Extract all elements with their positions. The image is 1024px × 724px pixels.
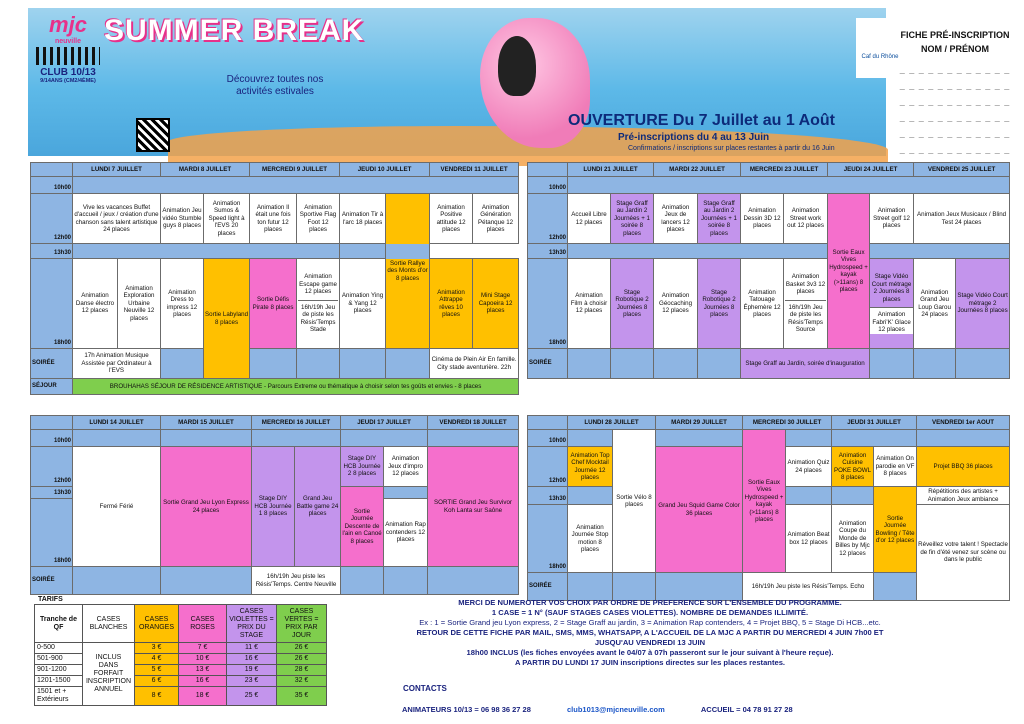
grid-label: MERCREDI 23 JUILLET: [741, 163, 828, 177]
grid-filler: [654, 349, 698, 379]
tarif-cell: 10 €: [179, 654, 227, 665]
tarif-cell: 16 €: [179, 676, 227, 687]
grid-label: 13h30: [31, 244, 73, 259]
grid-filler: [613, 573, 656, 601]
soiree-cell[interactable]: 16h/19h Jeu piste les Résis'Temps. Echo: [743, 573, 874, 601]
grid-filler: [386, 349, 430, 379]
soiree-cell[interactable]: Stage Graff au Jardin, soirée d'inauguration: [741, 349, 870, 379]
grid-filler: [917, 430, 1010, 447]
email-link[interactable]: club1013@mjcneuville.com: [566, 705, 665, 714]
grid-label: SÉJOUR: [31, 379, 73, 395]
accueil-phone[interactable]: ACCUEIL = 04 78 91 27 28: [700, 705, 793, 714]
grid-label: JEUDI 17 JUILLET: [341, 416, 428, 430]
grid-label: 18h00: [528, 259, 568, 349]
grid-label: LUNDI 7 JUILLET: [73, 163, 161, 177]
grid-label: VENDREDI 1er AOUT: [917, 416, 1010, 430]
tarif-cell: CASES ORANGES: [135, 605, 179, 643]
grid-filler: [832, 430, 917, 447]
grid-filler: [832, 487, 874, 505]
activity-cell[interactable]: Animation Film à choisir 12 places: [568, 259, 611, 349]
activity-cell[interactable]: Animation Danse électro 12 places: [73, 259, 118, 349]
activity-cell[interactable]: Animation Jeux d'impro 12 places: [384, 447, 428, 487]
activity-cell[interactable]: Vive les vacances Buffet d'accueil / jeux / création d'une chanson sans talent artistique 24 places: [73, 194, 161, 244]
soiree-cell[interactable]: Cinéma de Plein Air En famille. City stade aventurière. 22h: [430, 349, 519, 379]
sejour-cell[interactable]: BROUHAHAS SÉJOUR DE RÉSIDENCE ARTISTIQUE - Parcours Extreme ou thématique à choisir selon tes goûts et envies - 8 places: [73, 379, 519, 395]
activity-cell[interactable]: Mini Stage Capoeira 12 places: [473, 259, 519, 349]
grid-label: VENDREDI 25 JUILLET: [914, 163, 1010, 177]
grid-filler: [956, 349, 1010, 379]
activity-cell[interactable]: Animation Positive attitude 12 places: [430, 194, 473, 244]
activity-cell[interactable]: Fermé Férié: [73, 447, 161, 567]
activity-cell[interactable]: Animation Coupe du Monde de Billes by Mjc 12 places: [832, 505, 874, 573]
grid-filler: [31, 416, 73, 430]
tarif-cell: CASES VIOLETTES = PRIX DU STAGE: [227, 605, 277, 643]
activity-cell[interactable]: Grand Jeu Squid Game Color 36 places: [656, 447, 743, 573]
grid-label: 10h00: [528, 177, 568, 194]
grid-label: MARDI 29 JUILLET: [656, 416, 743, 430]
activity-cell[interactable]: Animation On parodie en VF 8 places: [874, 447, 917, 487]
grid-filler: [341, 567, 384, 595]
grid-label: MERCREDI 16 JUILLET: [252, 416, 341, 430]
grid-filler: [568, 573, 613, 601]
banner-subtitle: Découvrez toutes nos activités estivales: [226, 74, 324, 97]
tarif-cell: 901-1200: [35, 665, 83, 676]
logo-sub: neuville: [54, 38, 82, 45]
activity-cell[interactable]: Animation Génération Pétanque 12 places: [473, 194, 519, 244]
grid-filler: [656, 573, 743, 601]
tarif-cell: 1201-1500: [35, 676, 83, 687]
grid-filler: [568, 430, 613, 447]
grid-label: MARDI 22 JUILLET: [654, 163, 741, 177]
tarif-cell: 3 €: [135, 643, 179, 654]
grid-filler: [340, 349, 386, 379]
grid-filler: [252, 430, 341, 447]
grid-filler: [73, 430, 161, 447]
activity-cell[interactable]: Sortie Journée Descente de l'ain en Canoé 8 places: [341, 487, 384, 567]
activity-cell[interactable]: Animation Top Chef Mocktail Journée 12 places: [568, 447, 613, 487]
grid-filler: [698, 349, 741, 379]
tarifs-title: TARIFS: [38, 596, 63, 603]
opening-dates: OUVERTURE Du 7 Juillet au 1 Août: [568, 112, 835, 129]
grid-label: MERCREDI 9 JUILLET: [250, 163, 340, 177]
grid-label: JEUDI 31 JUILLET: [832, 416, 917, 430]
instructions: MERCI DE NUMEROTER VOS CHOIX PAR ORDRE DE PREFERENCE SUR L'ENSEMBLE DU PROGRAMME. 1 CASE = 1 N° (SAUF STAGES CASES VIOLETTES). NOMBRE DE DEMANDES ILLIMITÉ. Ex : 1 = Sortie Grand jeu Lyon express, 2 = Stage Graff au jardin, 3 = Animation Rap contenders, 4 = Projet BBQ, 5 = Stage Di HCB...etc. RETOUR DE CETTE FICHE PAR MAIL, SMS, MMS, WHATSAPP, A L'ACCUEIL DE LA MJC A PARTIR DU MERCREDI 4 JUIN 7h00 ET JUSQU'AU VENDREDI 13 JUIN 18h00 INCLUS (les fiches envoyées avant le 04/07 à 07h passeront sur le jour suivant à l'heure reçue). A PARTIR DU LUNDI 17 JUIN inscriptions directes sur les places restantes.: [416, 598, 884, 667]
tarif-cell: 6 €: [135, 676, 179, 687]
activity-cell[interactable]: Animation Street golf 12 places: [870, 194, 914, 244]
grid-label: LUNDI 14 JUILLET: [73, 416, 161, 430]
activity-cell[interactable]: Animation Street work out 12 places: [784, 194, 828, 244]
activity-cell[interactable]: Accueil Libre 12 places: [568, 194, 611, 244]
tarif-cell: 0-500: [35, 643, 83, 654]
grid-filler: [611, 349, 654, 379]
activity-cell[interactable]: Animation Rap contenders 12 places: [384, 499, 428, 567]
grid-filler: [786, 487, 832, 505]
grid-filler: [568, 349, 611, 379]
grid-filler: [73, 567, 161, 595]
activity-cell[interactable]: Sortie Rallye des Monts d'or 8 places: [386, 194, 430, 349]
qr-code-icon: [136, 118, 170, 152]
activity-cell[interactable]: Animation Dessin 3D 12 places: [741, 194, 784, 244]
grid-label: 12h00: [528, 447, 568, 487]
caf-logo: Caf du Rhône: [856, 18, 904, 78]
grid-label: SOIRÉE: [31, 349, 73, 379]
contacts-title: CONTACTS: [403, 684, 447, 693]
activity-cell[interactable]: Animation Jeux de lancers 12 places: [654, 194, 698, 244]
activity-cell[interactable]: Réveillez votre talent ! Spectacle de fin d'été venez sur scène ou dans le public: [917, 505, 1010, 601]
tarif-cell: CASES VERTES = PRIX PAR JOUR: [277, 605, 327, 643]
activity-cell[interactable]: Animation Exploration Urbaine Neuville 12 places: [118, 259, 161, 349]
grid-label: JEUDI 24 JUILLET: [828, 163, 914, 177]
activity-cell[interactable]: SORTIE Grand Jeu Survivor Koh Lanta sur Saône: [428, 447, 519, 567]
grid-filler: [874, 573, 917, 601]
grid-label: LUNDI 21 JUILLET: [568, 163, 654, 177]
activity-cell[interactable]: Animation Cuisine POKE BOWL 8 places: [832, 447, 874, 487]
activity-cell[interactable]: Animation Basket 3v3 12 places 16h/19h Jeu de piste les Résis'Temps Source: [784, 259, 828, 349]
grid-label: 18h00: [31, 499, 73, 567]
grid-filler: [568, 487, 613, 505]
activity-cell[interactable]: Animation Jeu vidéo Stumble guys 8 places: [161, 194, 204, 244]
grid-label: MARDI 15 JUILLET: [161, 416, 252, 430]
activity-cell[interactable]: Animation Escape game 12 places 16h/19h Jeu de piste les Résis'Temps Stade: [297, 259, 340, 349]
grid-label: 12h00: [31, 194, 73, 244]
tarif-cell: 18 €: [179, 687, 227, 706]
tarif-cell: 501-900: [35, 654, 83, 665]
tarif-cell: CASES ROSES: [179, 605, 227, 643]
logo-club: CLUB 10/13: [40, 67, 96, 78]
activity-cell[interactable]: Sortie Grand Jeu Lyon Express 24 places: [161, 447, 252, 567]
activity-cell[interactable]: Animation Dress to impress 12 places: [161, 259, 204, 349]
tarif-cell: 23 €: [227, 676, 277, 687]
activity-cell[interactable]: Animation Géocaching 12 places: [654, 259, 698, 349]
tarif-cell: 8 €: [135, 687, 179, 706]
page-title: SUMMER BREAK: [104, 14, 365, 47]
tarif-cell: 16 €: [227, 654, 277, 665]
activity-cell[interactable]: Animation Journée Stop motion 8 places: [568, 505, 613, 573]
activity-cell[interactable]: Animation Tir à l'arc 18 places: [340, 194, 386, 244]
activity-cell[interactable]: Stage Robotique 2 Journées 8 places: [611, 259, 654, 349]
activity-cell[interactable]: Animation Beat box 12 places: [786, 505, 832, 573]
soiree-cell[interactable]: 17h Animation Musique Assistée par Ordinateur à l'EVS: [73, 349, 161, 379]
grid-label: SOIRÉE: [528, 573, 568, 601]
activity-cell[interactable]: Stage Vidéo Court métrage 2 Journées 8 places: [956, 259, 1010, 349]
grid-label: 10h00: [31, 177, 73, 194]
activity-cell[interactable]: Stage DIY HCB Journée 1 8 places: [252, 447, 295, 567]
grid-label: LUNDI 28 JUILLET: [568, 416, 656, 430]
tarif-cell: 19 €: [227, 665, 277, 676]
grid-filler: [914, 349, 956, 379]
summer-banner: [28, 8, 899, 156]
grid-filler: [568, 244, 828, 259]
fiche-title: FICHE PRÉ-INSCRIPTION: [900, 30, 1010, 40]
grid-label: VENDREDI 18 JUILLET: [428, 416, 519, 430]
activity-cell[interactable]: Animation Sumos & Speed light à l'EVS 20 places: [204, 194, 250, 244]
activity-cell[interactable]: Stage DIY HCB Journée 2 8 places: [341, 447, 384, 487]
tarif-cell: 32 €: [277, 676, 327, 687]
confirmation-note: Confirmations / inscriptions sur places restantes à partir du 16 Juin: [628, 145, 835, 152]
grid-filler: [384, 567, 428, 595]
activity-cell[interactable]: Stage Vidéo Court métrage 2 Journées 8 places Animation Fabri'K' Glace 12 places: [870, 259, 914, 349]
grid-label: 18h00: [31, 259, 73, 349]
grid-filler: [568, 177, 1010, 194]
activity-cell[interactable]: Stage Graff au Jardin 2 Journées + 1 soirée 8 places: [698, 194, 741, 244]
grid-filler: [297, 349, 340, 379]
tarif-cell: 5 €: [135, 665, 179, 676]
activity-cell[interactable]: Animation Attrappe rêves 10 places: [430, 259, 473, 349]
activity-cell[interactable]: Animation Ying & Yang 12 places: [340, 259, 386, 349]
grid-filler: [340, 244, 430, 259]
grid-filler: [73, 244, 340, 259]
grid-filler: [786, 430, 832, 447]
grid-label: 18h00: [528, 505, 568, 573]
activity-cell[interactable]: Sortie Journée Bowling / Tête d'or 12 places: [874, 487, 917, 573]
soiree-cell[interactable]: 16h/19h Jeu piste les Résis'Temps. Centre Neuville: [252, 567, 341, 595]
tarif-cell: Tranche de QF: [35, 605, 83, 643]
activity-cell[interactable]: Animation Il était une fois ton futur 12 places: [250, 194, 297, 244]
activity-cell[interactable]: Animation Jeux Musicaux / Blind Test 24 places: [914, 194, 1010, 244]
grid-label: 13h30: [528, 487, 568, 505]
grid-filler: [428, 567, 519, 595]
activity-cell[interactable]: Projet BBQ 36 places: [917, 447, 1010, 487]
grid-filler: [656, 430, 743, 447]
tarif-cell: 28 €: [277, 665, 327, 676]
logo-ages: 9/14ANS (CM2/4ÈME): [40, 78, 96, 84]
fiche-name-label: NOM / PRÉNOM: [920, 44, 989, 54]
activity-cell[interactable]: Sortie Eaux Vives Hydrospeed + kayak (>11ans) 8 places: [743, 430, 786, 573]
activity-cell[interactable]: Animation Tatouage Éphemère 12 places: [741, 259, 784, 349]
grid-filler: [384, 487, 428, 499]
tarif-cell: 1501 et + Extérieurs: [35, 687, 83, 706]
flamingo-head: [498, 36, 536, 96]
tarifs-table: [34, 604, 327, 706]
grid-label: 13h30: [31, 487, 73, 499]
grid-filler: [528, 163, 568, 177]
activity-cell[interactable]: Animation Quiz 24 places: [786, 447, 832, 487]
activity-cell[interactable]: Répétitions des artistes + Animation Jeux ambiance: [917, 487, 1010, 505]
tarif-cell: 25 €: [227, 687, 277, 706]
grid-filler: [31, 163, 73, 177]
contacts-line: [402, 705, 842, 714]
grid-label: MARDI 8 JUILLET: [161, 163, 250, 177]
tarif-cell: 35 €: [277, 687, 327, 706]
grid-label: MERCREDI 30 JUILLET: [743, 416, 832, 430]
activity-cell[interactable]: Sortie Défis Pirate 8 places: [250, 259, 297, 349]
activity-cell[interactable]: Animation Sportive Flag Foot 12 places: [297, 194, 340, 244]
grid-label: 12h00: [31, 447, 73, 487]
name-lines[interactable]: _ _ _ _ _ _ _ _ _ _ _ _ _ _ _ _ _ _ _ _ _ _ _ _ _ _ _ _ _ _ _ _ _ _ _ _ _ _ _ _ _ _ _ _ _ _ _ _ _ _ _ _ _ _ _ _ _ _ _ _ _ _ _ _ _ _ _ _ _ _ _ _: [899, 65, 1011, 155]
grid-filler: [870, 349, 914, 379]
week4-schedule: [527, 415, 1010, 601]
grid-filler: [161, 430, 252, 447]
week3-schedule: [30, 415, 519, 595]
grid-label: JEUDI 10 JUILLET: [340, 163, 430, 177]
activity-cell[interactable]: Sortie Eaux Vives Hydrospeed + kayak (>11ans) 8 places: [828, 194, 870, 349]
grid-filler: [161, 349, 204, 379]
grid-filler: [870, 244, 1010, 259]
tarif-cell: INCLUS DANS FORFAIT INSCRIPTION ANNUEL: [83, 643, 135, 706]
grid-label: 10h00: [528, 430, 568, 447]
activity-cell[interactable]: Sortie Vélo 8 places: [613, 430, 656, 573]
tarif-cell: 7 €: [179, 643, 227, 654]
week1-schedule: [30, 162, 519, 395]
grid-label: SOIRÉE: [31, 567, 73, 595]
fiche-header: [888, 28, 1022, 158]
animateurs-phone[interactable]: ANIMATEURS 10/13 = 06 98 36 27 28: [402, 705, 531, 714]
grid-filler: [161, 567, 252, 595]
activity-cell[interactable]: Stage Robotique 2 Journées 8 places: [698, 259, 741, 349]
grid-filler: [428, 430, 519, 447]
grid-label: 13h30: [528, 244, 568, 259]
grid-filler: [341, 430, 428, 447]
grid-label: VENDREDI 11 JUILLET: [430, 163, 519, 177]
mjc-logo: [32, 12, 104, 84]
tarif-cell: CASES BLANCHES: [83, 605, 135, 643]
tarif-cell: 11 €: [227, 643, 277, 654]
week2-schedule: [527, 162, 1010, 379]
activity-cell[interactable]: Sortie Labyland 8 places: [204, 259, 250, 379]
grid-label: 10h00: [31, 430, 73, 447]
activity-cell[interactable]: Stage Graff au Jardin 2 Journées + 1 soirée 8 places: [611, 194, 654, 244]
grid-filler: [250, 349, 297, 379]
grid-filler: [73, 177, 519, 194]
dancers-icon: [36, 47, 100, 65]
grid-filler: [528, 416, 568, 430]
grid-label: 12h00: [528, 194, 568, 244]
logo-mjc-text: mjc: [49, 12, 87, 37]
tarif-cell: 26 €: [277, 643, 327, 654]
tarif-cell: 4 €: [135, 654, 179, 665]
grid-label: SOIRÉE: [528, 349, 568, 379]
preinscription-dates: Pré-inscriptions du 4 au 13 Juin: [618, 132, 770, 143]
activity-cell[interactable]: Grand Jeu Battle game 24 places: [295, 447, 341, 567]
activity-cell[interactable]: Animation Grand Jeu Loup Garou 24 places: [914, 259, 956, 349]
tarif-cell: 13 €: [179, 665, 227, 676]
tarif-cell: 26 €: [277, 654, 327, 665]
